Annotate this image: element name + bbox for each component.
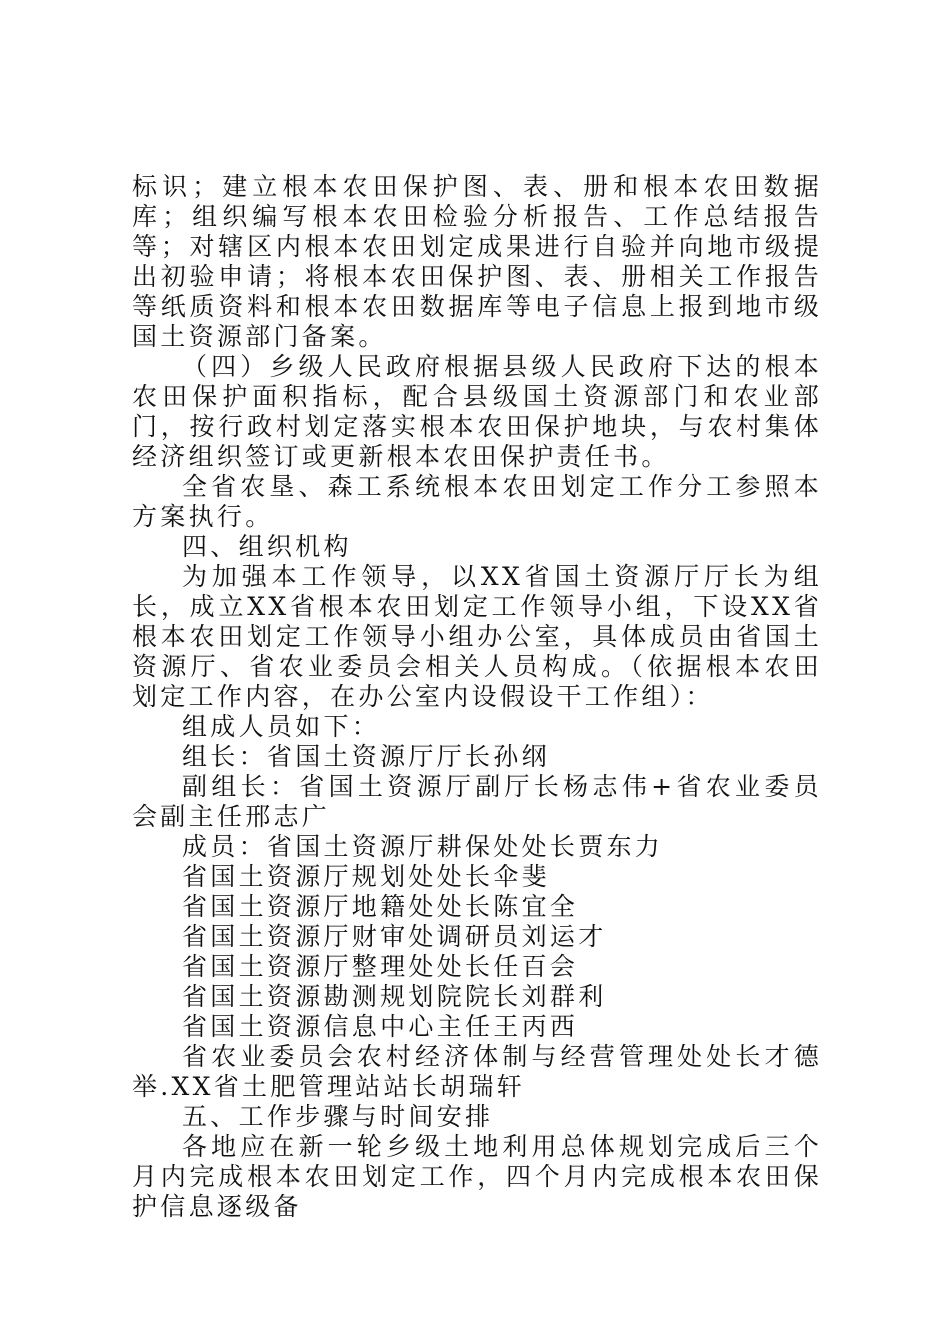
member-line: 成员：省国土资源厅耕保处处长贾东力 (182, 832, 664, 861)
member-line: 省国土资源厅财审处调研员刘运才 (182, 922, 607, 951)
document-body (132, 172, 822, 1222)
member-line: 省国土资源厅地籍处处长陈宜全 (182, 892, 579, 921)
member-line: 省国土资源信息中心主任王丙西 (182, 1012, 579, 1041)
paragraph-schedule: 各地应在新一轮乡级土地利用总体规划完成后三个月内完成根本农田划定工作，四个月内完成根本农田保护信息逐级备 (132, 1132, 822, 1221)
member-line: 省国土资源厅整理处处长任百会 (182, 952, 579, 981)
section-heading-organization: 四、组织机构 (182, 532, 352, 561)
paragraph-responsibilities-county: 标识；建立根本农田保护图、表、册和根本农田数据库；组织编写根本农田检验分析报告、工作总结报告等；对辖区内根本农田划定成果进行自验并向地市级提出初验申请；将根本农田保护图、表、册相关工作报告等纸质资料和根本农田数据库等电子信息上报到地市级国土资源部门备案。 (132, 172, 822, 351)
section-heading-schedule: 五、工作步骤与时间安排 (182, 1102, 494, 1131)
paragraph-responsibilities-township: （四）乡级人民政府根据县级人民政府下达的根本农田保护面积指标，配合县级国土资源部门和农业部门，按行政村划定落实根本农田保护地块，与农村集体经济组织签订或更新根本农田保护责任书。 (132, 352, 822, 471)
member-line: 省国土资源勘测规划院院长刘群利 (182, 982, 607, 1011)
member-deputy-leader: 副组长：省国土资源厅副厅长杨志伟+省农业委员会副主任邢志广 (132, 772, 822, 831)
paragraph-leading-group: 为加强本工作领导，以XX省国土资源厅厅长为组长，成立XX省根本农田划定工作领导小组，下设XX省根本农田划定工作领导小组办公室，具体成员由省国土资源厅、省农业委员会相关人员构成。（依据根本农田划定工作内容，在办公室内设假设干工作组）： (132, 562, 822, 711)
paragraph-members-intro: 组成人员如下： (182, 712, 381, 741)
member-line: 省国土资源厅规划处处长伞斐 (182, 862, 550, 891)
member-line: 省农业委员会农村经济体制与经营管理处处长才德举.XX省土肥管理站站长胡瑞轩 (132, 1042, 822, 1101)
member-leader: 组长：省国土资源厅厅长孙纲 (182, 742, 550, 771)
paragraph-farm-forestry: 全省农垦、森工系统根本农田划定工作分工参照本方案执行。 (132, 472, 822, 531)
